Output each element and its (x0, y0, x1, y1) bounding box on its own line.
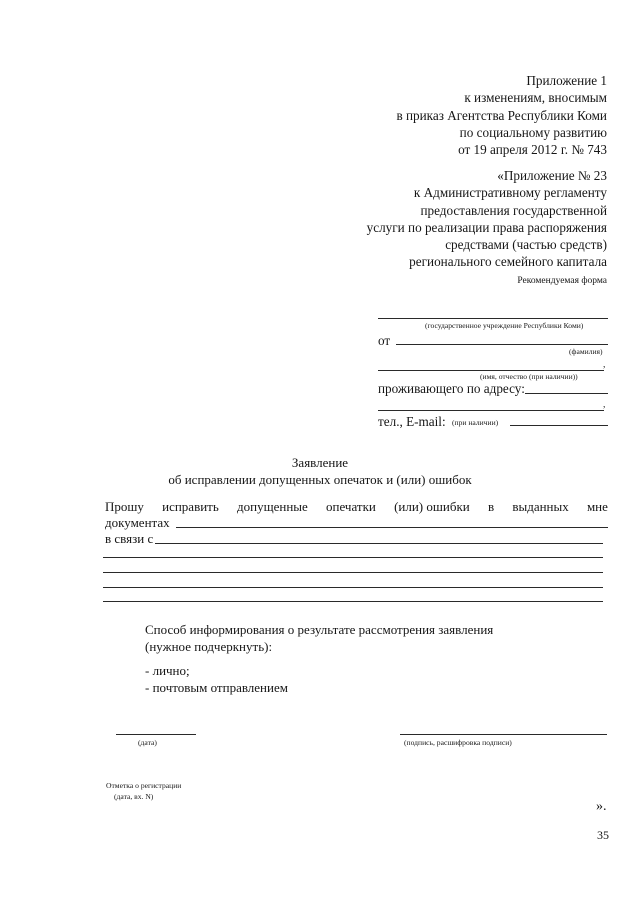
request-word: Прошу (105, 499, 144, 514)
notification-option-in-person[interactable]: - лично; (145, 663, 190, 678)
surname-line (396, 344, 608, 345)
appendix-23-line: «Приложение № 23 (497, 168, 607, 183)
institution-line (378, 318, 608, 319)
appendix-1-header (396, 72, 607, 158)
request-paragraph (105, 499, 608, 515)
reason-line (155, 543, 603, 544)
appendix-1-line: в приказ Агентства Республики Коми (396, 107, 607, 123)
appendix-23-line: услуги по реализации права распоряжения (366, 219, 607, 235)
document-subtitle: об исправлении допущенных опечаток и (или) ошибок (168, 472, 472, 487)
reason-label: в связи с (105, 531, 154, 546)
address-label: проживающего по адресу: (378, 381, 525, 396)
appendix-23-line: к Административному регламенту (413, 185, 607, 201)
appendix-23-line: предоставления государственной (420, 202, 607, 218)
comma: , (603, 400, 606, 410)
appendix-1-line: по социальному развитию (459, 124, 607, 140)
appendix-1-line: Приложение 1 (526, 73, 607, 88)
address-line-2 (378, 410, 604, 411)
surname-caption: (фамилия) (569, 347, 603, 356)
appendix-1-line: к изменениям, вносимым (464, 90, 607, 106)
request-word: выданных (512, 499, 569, 514)
registration-details: (дата, вх. N) (114, 792, 154, 801)
name-line (378, 370, 604, 371)
notification-option-mail[interactable]: - почтовым отправлением (145, 680, 288, 695)
appendix-23-line: средствами (частью средств) (445, 237, 607, 253)
request-word: опечатки (326, 499, 376, 514)
blank-line (103, 557, 603, 558)
request-word: исправить (162, 499, 219, 514)
registration-mark: Отметка о регистрации (106, 781, 182, 790)
phone-label: тел., E-mail: (378, 414, 446, 429)
request-word: (или) ошибки (394, 499, 470, 514)
institution-caption: (государственное учреждение Республики Коми) (425, 321, 584, 330)
request-word: в (487, 499, 495, 514)
blank-line (103, 587, 603, 588)
address-line-1 (525, 393, 608, 394)
name-caption: (имя, отчество (при наличии)) (480, 372, 578, 381)
request-word: допущенные (237, 499, 308, 514)
recommended-form-label: Рекомендуемая форма (517, 276, 607, 286)
blank-line (103, 572, 603, 573)
appendix-23-header (367, 167, 607, 271)
document-title: Заявление (291, 455, 349, 470)
phone-note: (при наличии) (452, 418, 499, 427)
date-caption: (дата) (138, 738, 157, 747)
documents-label: документах (105, 515, 170, 530)
appendix-23-line: регионального семейного капитала (409, 254, 607, 270)
notification-heading: Способ информирования о результате рассмотрения заявления (145, 622, 494, 637)
from-label: от (378, 333, 391, 348)
request-word: мне (586, 499, 608, 514)
signature-caption: (подпись, расшифровка подписи) (404, 738, 512, 747)
notification-instruction: (нужное подчеркнуть): (145, 639, 273, 654)
phone-line (510, 425, 608, 426)
appendix-1-line: от 19 апреля 2012 г. № 743 (458, 142, 607, 158)
date-line (116, 734, 196, 735)
signature-line (400, 734, 607, 735)
documents-line (176, 527, 608, 528)
closing-quote: ». (596, 799, 607, 814)
comma: , (603, 360, 606, 370)
page-number: 35 (597, 828, 609, 842)
blank-line (103, 601, 603, 602)
